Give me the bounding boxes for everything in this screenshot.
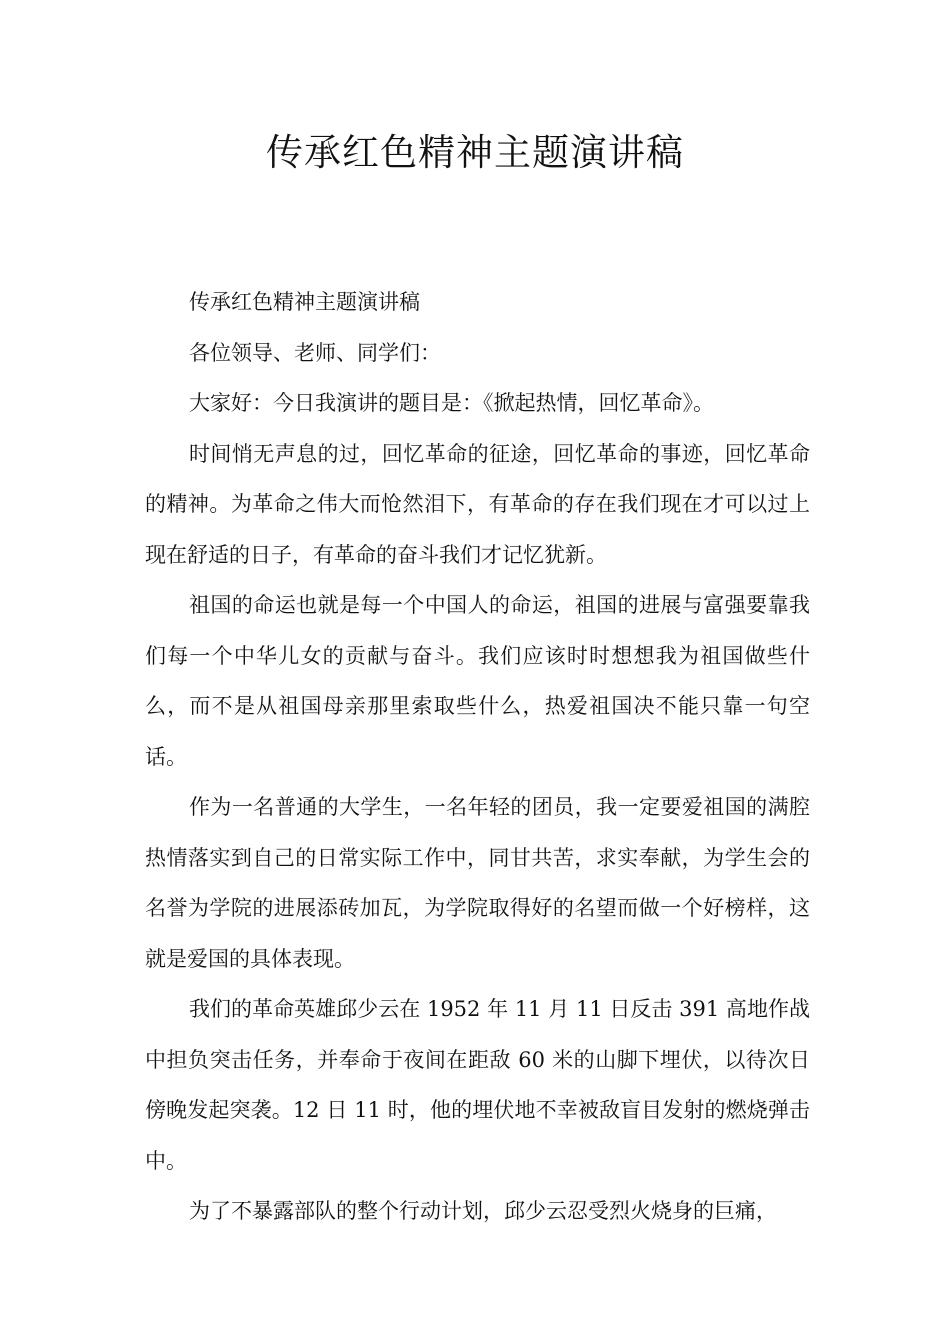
paragraph: 我们的革命英雄邱少云在 1952 年 11 月 11 日反击 391 高地作战中担负突击任务，并奉命于夜间在距敌 60 米的山脚下埋伏，以待次日傍晚发起突袭。12 日 11 时，他的埋伏地不幸被敌盲目发射的燃烧弹击中。 [145, 997, 810, 1173]
paragraph: 时间悄无声息的过，回忆革命的征途，回忆革命的事迹，回忆革命的精神。为革命之伟大而怆然泪下，有革命的存在我们现在才可以过上现在舒适的日子，有革命的奋斗我们才记忆犹新。 [145, 441, 810, 567]
paragraph-heading: 传承红色精神主题演讲稿 [189, 290, 420, 314]
paragraph: 祖国的命运也就是每一个中国人的命运，祖国的进展与富强要靠我们每一个中华儿女的贡献与奋斗。我们应该时时想想我为祖国做些什么，而不是从祖国母亲那里索取些什么，热爱祖国决不能只靠一句空话。 [145, 593, 810, 769]
paragraph: 作为一名普通的大学生，一名年轻的团员，我一定要爱祖国的满腔热情落实到自己的日常实际工作中，同甘共苦，求实奉献，为学生会的名誉为学院的进展添砖加瓦，为学院取得好的名望而做一个好榜样，这就是爱国的具体表现。 [145, 795, 810, 971]
document-title: 传承红色精神主题演讲稿 [266, 131, 684, 174]
document-body [145, 277, 810, 1237]
paragraph: 为了不暴露部队的整个行动计划，邱少云忍受烈火烧身的巨痛， [189, 1199, 777, 1223]
paragraph-salutation: 各位领导、老师、同学们： [189, 340, 441, 365]
paragraph-greeting: 大家好：今日我演讲的题目是：《掀起热情，回忆革命》。 [189, 391, 714, 415]
